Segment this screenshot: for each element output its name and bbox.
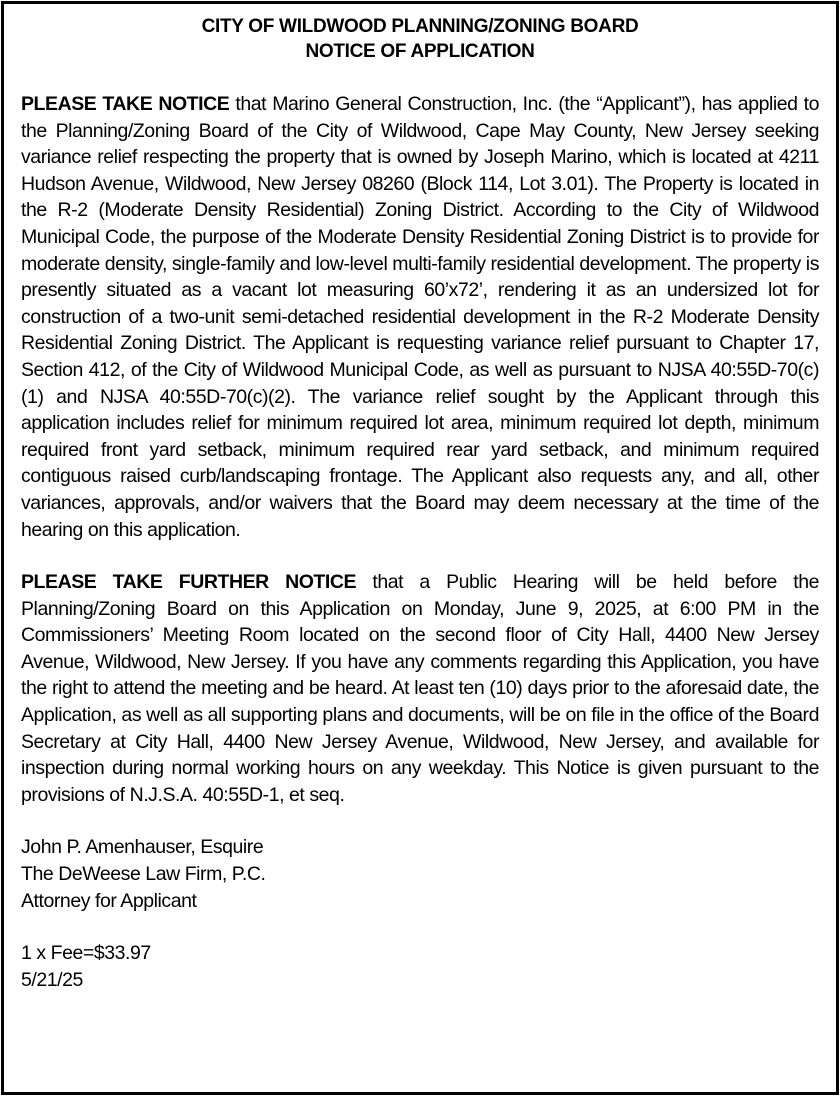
title-line-notice: NOTICE OF APPLICATION <box>305 41 535 62</box>
law-firm: The DeWeese Law Firm, P.C. <box>21 863 266 886</box>
signature-block <box>21 834 819 914</box>
fee-line: 1 x Fee=$33.97 <box>21 942 151 965</box>
paragraph-body: that Marino General Construction, Inc. (the “Applicant”), has applied to the Planning/Zoning Board of the City of Wildwood, Cape May County, New Jersey seeking variance relief respecting the property that is owned by Joseph Marino, which is located at 4211 Hudson Avenue, Wildwood, New Jersey 08260 (Block 114, Lot 3.01). The Property is located in the R-2 (Moderate Density Residential) Zoning District. According to the City of Wildwood Municipal Code, the purpose of the Moderate Density Residential Zoning District is to provide for moderate density, single-family and low-level multi-family residential development. The property is presently situated as a vacant lot measuring 60’x72’, rendering it as an undersized lot for construction of a two-unit semi-detached residential development in the R-2 Moderate Density Residential Zoning District. The Applicant is requesting variance relief pursuant to Chapter 17, Section 412, of the City of Wildwood Municipal Code, as well as pursuant to NJSA 40:55D-70(c)(1) and NJSA 40:55D-70(c)(2). The variance relief sought by the Applicant through this application includes relief for minimum required lot area, minimum required lot depth, minimum required front yard setback, minimum required rear yard setback, and minimum required contiguous raised curb/landscaping frontage. The Applicant also requests any, and all, other variances, approvals, and/or waivers that the Board may deem necessary at the time of the hearing on this application. <box>21 93 819 541</box>
legal-notice <box>1 1 839 1095</box>
notice-title <box>21 14 819 64</box>
paragraph-lead: PLEASE TAKE NOTICE <box>21 93 230 115</box>
paragraph-lead: PLEASE TAKE FURTHER NOTICE <box>21 571 357 594</box>
paragraph-body: that a Public Hearing will be held before the Planning/Zoning Board on this Application on Monday, June 9, 2025, at 6:00 PM in the Commissioners’ Meeting Room located on the second floor of City Hall, 4400 New Jersey Avenue, Wildwood, New Jersey. If you have any comments regarding this Application, you have the right to attend the meeting and be heard. At least ten (10) days prior to the aforesaid date, the Application, as well as all supporting plans and documents, will be on file in the office of the Board Secretary at City Hall, 4400 New Jersey Avenue, Wildwood, New Jersey, and available for inspection during normal working hours on any weekday. This Notice is given pursuant to the provisions of N.J.S.A. 40:55D-1, et seq. <box>21 571 819 806</box>
title-line-board: CITY OF WILDWOOD PLANNING/ZONING BOARD <box>201 16 639 37</box>
attorney-role: Attorney for Applicant <box>21 889 197 912</box>
notice-paragraph-application <box>21 91 819 543</box>
notice-paragraph-hearing <box>21 569 819 808</box>
attorney-name: John P. Amenhauser, Esquire <box>21 836 264 859</box>
publication-date: 5/21/25 <box>21 968 83 991</box>
notice-content <box>4 4 836 993</box>
fee-block <box>21 940 819 993</box>
